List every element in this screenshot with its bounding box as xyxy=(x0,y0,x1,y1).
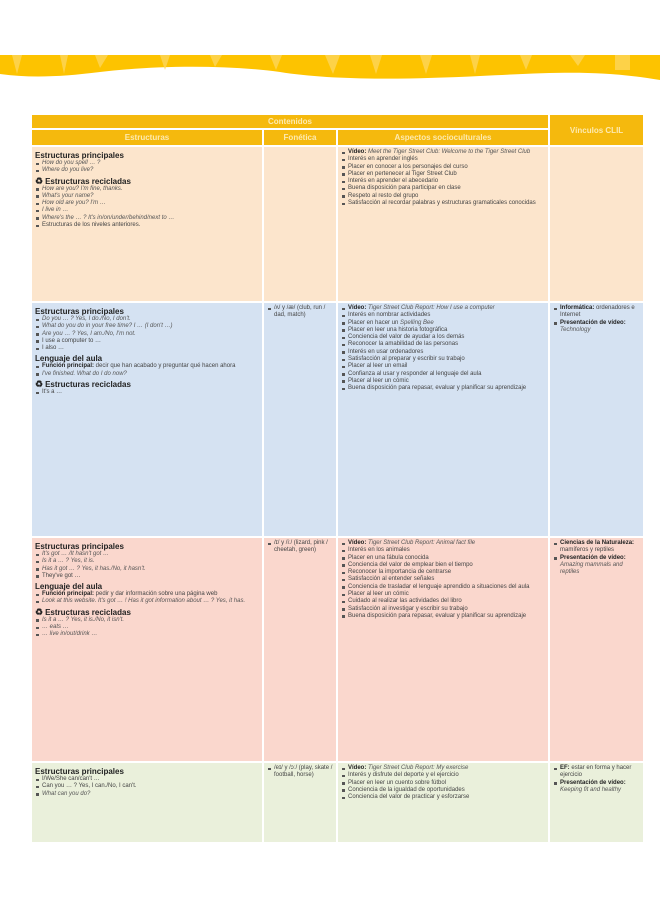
list-item xyxy=(35,222,259,229)
item-text: What do you do in your free time? I … (I don't …) xyxy=(42,323,173,330)
item-text: Respeto al resto del grupo xyxy=(348,192,419,199)
list-item xyxy=(35,389,259,396)
list-item xyxy=(267,305,333,320)
contents-table xyxy=(30,113,645,844)
list-item xyxy=(341,765,545,772)
item-text: How do you spell … ? xyxy=(42,160,101,166)
item-text: Keeping fit and healthy xyxy=(560,786,622,793)
item-text: Where do you live? xyxy=(42,167,94,174)
list-item xyxy=(341,320,545,327)
item-text: Tiger Street Club Report: Animal fact file xyxy=(368,540,476,546)
item-text: Buena disposición para repasar, evaluar y planificar su aprendizaje xyxy=(348,385,527,392)
list-item xyxy=(35,215,259,222)
list-item xyxy=(341,341,545,348)
list-item xyxy=(341,371,545,378)
header-contenidos: Contenidos xyxy=(31,114,549,129)
item-text: Placer en leer un cuento sobre fútbol xyxy=(348,779,447,786)
item-text: Conciencia de trasladar el lenguaje aprendido a situaciones del aula xyxy=(348,583,530,590)
item-text: /ɪ/ y /iː/ (lizard, pink / cheetah, green) xyxy=(274,540,328,554)
list-item xyxy=(267,540,333,555)
item-text: Vídeo: xyxy=(348,540,369,546)
list-item xyxy=(35,160,259,167)
block-heading xyxy=(35,307,259,316)
table-row xyxy=(31,146,644,302)
block-heading-text: Estructuras recicladas xyxy=(45,176,131,186)
item-text: Placer en pertenecer al Tiger Street Club xyxy=(348,170,457,177)
item-text: estar en forma y hacer ejercicio xyxy=(560,765,632,779)
list-item xyxy=(341,378,545,385)
list-item xyxy=(341,598,545,605)
item-text: decir que han acabado y preguntar qué hacen ahora xyxy=(95,363,236,370)
list-item xyxy=(341,327,545,334)
item-text: mamíferos y reptiles xyxy=(560,547,615,554)
cell-estructuras xyxy=(31,762,263,843)
bullet-list xyxy=(553,305,640,334)
header-estructuras: Estructuras xyxy=(31,129,263,146)
item-text: Placer al leer un email xyxy=(348,363,408,370)
item-text: Is it a … ? Yes, it is./No, it isn't. xyxy=(42,616,125,623)
list-item xyxy=(341,356,545,363)
bullet-list xyxy=(35,591,259,606)
block-heading-text: Estructuras principales xyxy=(35,307,124,316)
list-item xyxy=(341,787,545,794)
list-item xyxy=(341,794,545,801)
item-text: Tiger Street Club Report: How I use a computer xyxy=(368,305,495,311)
cell-aspectos xyxy=(337,537,549,762)
item-text: Spelling Bee xyxy=(400,319,434,326)
bullet-list xyxy=(553,540,640,576)
item-text: I've finished. What do I do now? xyxy=(42,370,127,377)
list-item xyxy=(35,186,259,193)
bullet-list xyxy=(35,186,259,230)
list-item xyxy=(35,200,259,207)
list-item xyxy=(35,566,259,573)
cell-aspectos xyxy=(337,302,549,537)
bullet-list xyxy=(267,765,333,780)
list-item xyxy=(341,305,545,312)
bullet-list xyxy=(35,551,259,580)
list-item xyxy=(553,305,640,320)
list-item xyxy=(35,363,259,370)
list-item xyxy=(341,193,545,200)
bullet-list xyxy=(341,540,545,620)
list-item xyxy=(341,772,545,779)
list-item xyxy=(35,573,259,580)
list-item xyxy=(35,345,259,352)
list-item xyxy=(35,631,259,638)
cell-fonetica xyxy=(263,146,337,302)
recycle-icon: ♻ xyxy=(35,379,44,390)
bullet-list xyxy=(35,617,259,639)
list-item xyxy=(341,547,545,554)
list-item xyxy=(341,349,545,356)
item-text: It's got … /It hasn't got … xyxy=(42,551,109,557)
item-text: Presentación de vídeo: xyxy=(560,554,626,561)
block-heading xyxy=(35,354,259,363)
bullet-list xyxy=(341,149,545,207)
list-item xyxy=(553,780,640,795)
cell-estructuras xyxy=(31,302,263,537)
cell-clil xyxy=(549,762,644,843)
list-item xyxy=(341,780,545,787)
item-text: Buena disposición para participar en clase xyxy=(348,185,461,192)
list-item xyxy=(341,164,545,171)
item-text: Función principal: xyxy=(42,591,96,598)
list-item xyxy=(341,200,545,207)
item-text: Are you … ? Yes, I am./No, I'm not. xyxy=(42,330,136,337)
recycle-icon: ♻ xyxy=(35,175,44,186)
header-clil: Vínculos CLIL xyxy=(549,114,644,146)
cell-clil xyxy=(549,537,644,762)
list-item xyxy=(341,363,545,370)
cell-estructuras xyxy=(31,146,263,302)
list-item xyxy=(35,338,259,345)
block-heading xyxy=(35,767,259,776)
item-text: pedir y dar información sobre una página web xyxy=(95,591,218,598)
item-text: Función principal: xyxy=(42,363,96,370)
item-text: Interés en usar ordenadores xyxy=(348,348,424,355)
item-text: … eats … xyxy=(42,624,69,631)
list-item xyxy=(35,783,259,790)
cell-aspectos xyxy=(337,762,549,843)
cell-fonetica xyxy=(263,537,337,762)
list-item xyxy=(553,765,640,780)
list-item xyxy=(35,167,259,174)
recycle-icon: ♻ xyxy=(35,606,44,617)
table-row xyxy=(31,537,644,762)
block-heading xyxy=(35,542,259,551)
list-item xyxy=(35,193,259,200)
item-text: Can you … ? Yes, I can./No, I can't. xyxy=(42,783,137,790)
list-item xyxy=(35,371,259,378)
list-item xyxy=(35,558,259,565)
table-row xyxy=(31,762,644,843)
item-text: Vídeo: xyxy=(348,149,369,155)
cell-clil xyxy=(549,146,644,302)
cell-fonetica xyxy=(263,762,337,843)
item-text: Placer al leer un cómic xyxy=(348,377,409,384)
cell-fonetica xyxy=(263,302,337,537)
item-text: What can you do? xyxy=(42,790,91,797)
item-text: Satisfacción al recordar palabras y estructuras gramaticales conocidas xyxy=(348,200,536,207)
item-text: Interés en nombrar actividades xyxy=(348,312,431,319)
block-heading-text: Lenguaje del aula xyxy=(35,582,103,592)
list-item xyxy=(553,555,640,577)
item-text: They've got … xyxy=(42,572,81,579)
list-item xyxy=(35,617,259,624)
item-text: Reconocer la amabilidad de las personas xyxy=(348,341,459,348)
list-item xyxy=(341,555,545,562)
block-heading-text: Estructuras recicladas xyxy=(45,380,131,390)
cell-aspectos xyxy=(337,146,549,302)
list-item xyxy=(341,591,545,598)
item-text: Is it a … ? Yes, it is. xyxy=(42,558,95,565)
list-item xyxy=(341,149,545,156)
block-heading xyxy=(35,608,259,617)
item-text: I live in … xyxy=(42,207,69,214)
item-text: Satisfacción al entender señales xyxy=(348,576,435,583)
item-text: Amazing mammals and reptiles xyxy=(560,561,623,576)
block-heading xyxy=(35,582,259,591)
list-item xyxy=(553,320,640,335)
item-text: Has it got … ? Yes, it has./No, it hasn't. xyxy=(42,565,146,572)
item-text: Look at this website. It's got … ! Has it got information about … ? Yes, it has. xyxy=(42,598,246,605)
decorative-banner xyxy=(0,52,660,84)
list-item xyxy=(341,540,545,547)
list-item xyxy=(341,178,545,185)
list-item xyxy=(35,598,259,605)
item-text: How old are you? I'm … xyxy=(42,200,106,207)
bullet-list xyxy=(341,305,545,393)
item-text: I/We/She can/can't … xyxy=(42,776,100,782)
list-item xyxy=(35,791,259,798)
item-text: Presentación de vídeo: xyxy=(560,319,626,326)
item-text: Vídeo: xyxy=(348,305,369,311)
item-text: EF: xyxy=(560,765,572,771)
item-text: Presentación de vídeo: xyxy=(560,779,626,786)
item-text: It's a … xyxy=(42,389,63,396)
item-text: Satisfacción al preparar y escribir su trabajo xyxy=(348,356,465,363)
list-item xyxy=(341,334,545,341)
list-item xyxy=(553,540,640,555)
list-item xyxy=(35,207,259,214)
list-item xyxy=(341,576,545,583)
list-item xyxy=(35,776,259,783)
item-text: Satisfacción al investigar y escribir su trabajo xyxy=(348,605,468,612)
bullet-list xyxy=(35,389,259,396)
item-text: Do you … ? Yes, I do./No, I don't. xyxy=(42,316,131,322)
item-text: /eɪ/ y /ɔː/ (play, skate / football, horse) xyxy=(274,765,333,779)
list-item xyxy=(341,185,545,192)
list-item xyxy=(341,606,545,613)
list-item xyxy=(341,584,545,591)
header-fonetica: Fonética xyxy=(263,129,337,146)
cell-estructuras xyxy=(31,537,263,762)
item-text: Interés en aprender inglés xyxy=(348,156,418,163)
table-row xyxy=(31,302,644,537)
item-text: Placer en leer una historia fotográfica xyxy=(348,326,448,333)
item-text: Confianza al usar y responder al lenguaje del aula xyxy=(348,370,482,377)
list-item xyxy=(341,312,545,319)
list-item xyxy=(341,156,545,163)
bullet-list xyxy=(35,776,259,798)
block-heading xyxy=(35,380,259,389)
item-text: Vídeo: xyxy=(348,765,369,771)
bullet-list xyxy=(267,540,333,555)
item-text: Cuidado al realizar las actividades del libro xyxy=(348,598,462,605)
item-text: Conciencia del valor de emplear bien el tiempo xyxy=(348,561,473,568)
item-text: ordenadores e Internet xyxy=(560,305,635,319)
bullet-list xyxy=(341,765,545,801)
item-text: Informática: xyxy=(560,305,597,311)
item-text: Placer en conocer a los personajes del curso xyxy=(348,163,468,170)
item-text: Interés y disfrute del deporte y el ejercicio xyxy=(348,772,459,779)
item-text: Tiger Street Club Report: My exercise xyxy=(368,765,469,771)
item-text: I use a computer to … xyxy=(42,337,102,344)
bullet-list xyxy=(553,765,640,794)
cell-clil xyxy=(549,302,644,537)
item-text: Placer en hacer un xyxy=(348,319,401,326)
item-text: Conciencia del valor de ayudar a los demás xyxy=(348,334,465,341)
item-text: Buena disposición para repasar, evaluar y planificar su aprendizaje xyxy=(348,612,527,619)
bullet-list xyxy=(35,316,259,352)
item-text: Placer en una fábula conocida xyxy=(348,554,429,561)
item-text: How are you? I'm fine, thanks. xyxy=(42,185,123,192)
block-heading-text: Estructuras principales xyxy=(35,151,124,160)
block-heading-text: Estructuras recicladas xyxy=(45,607,131,617)
list-item xyxy=(35,323,259,330)
list-item xyxy=(35,591,259,598)
item-text: Interés en aprender el abecedario xyxy=(348,178,439,185)
block-heading xyxy=(35,177,259,186)
bullet-list xyxy=(35,160,259,175)
item-text: Conciencia del valor de practicar y esforzarse xyxy=(348,794,470,801)
block-heading xyxy=(35,151,259,160)
list-item xyxy=(341,562,545,569)
item-text: Conciencia de la igualdad de oportunidades xyxy=(348,786,465,793)
bullet-list xyxy=(267,305,333,320)
item-text: Technology xyxy=(560,326,591,333)
item-text: Meet the Tiger Street Club: Welcome to the Tiger Street Club xyxy=(368,149,531,155)
item-text: Where's the … ? It's in/on/under/behind/next to … xyxy=(42,214,175,221)
bullet-list xyxy=(35,363,259,378)
item-text: Ciencias de la Naturaleza: xyxy=(560,540,635,546)
block-heading-text: Estructuras principales xyxy=(35,542,124,551)
item-text: Placer al leer un cómic xyxy=(348,591,409,598)
item-text: … live in/out/drink … xyxy=(42,631,98,638)
list-item xyxy=(35,316,259,323)
list-item xyxy=(35,331,259,338)
header-aspectos: Aspectos socioculturales xyxy=(337,129,549,146)
item-text: /ʌ/ y /æ/ (club, run / dad, match) xyxy=(274,305,326,319)
item-text: Reconocer la importancia de centrarse xyxy=(348,569,452,576)
list-item xyxy=(341,613,545,620)
item-text: What's your name? xyxy=(42,192,94,199)
block-heading-text: Estructuras principales xyxy=(35,767,124,776)
list-item xyxy=(267,765,333,780)
list-item xyxy=(35,551,259,558)
list-item xyxy=(341,171,545,178)
list-item xyxy=(341,385,545,392)
list-item xyxy=(35,624,259,631)
item-text: Interés en los animales xyxy=(348,547,410,554)
item-text: I also … xyxy=(42,345,65,352)
item-text: Estructuras de los niveles anteriores. xyxy=(42,222,141,229)
block-heading-text: Lenguaje del aula xyxy=(35,354,103,364)
list-item xyxy=(341,569,545,576)
